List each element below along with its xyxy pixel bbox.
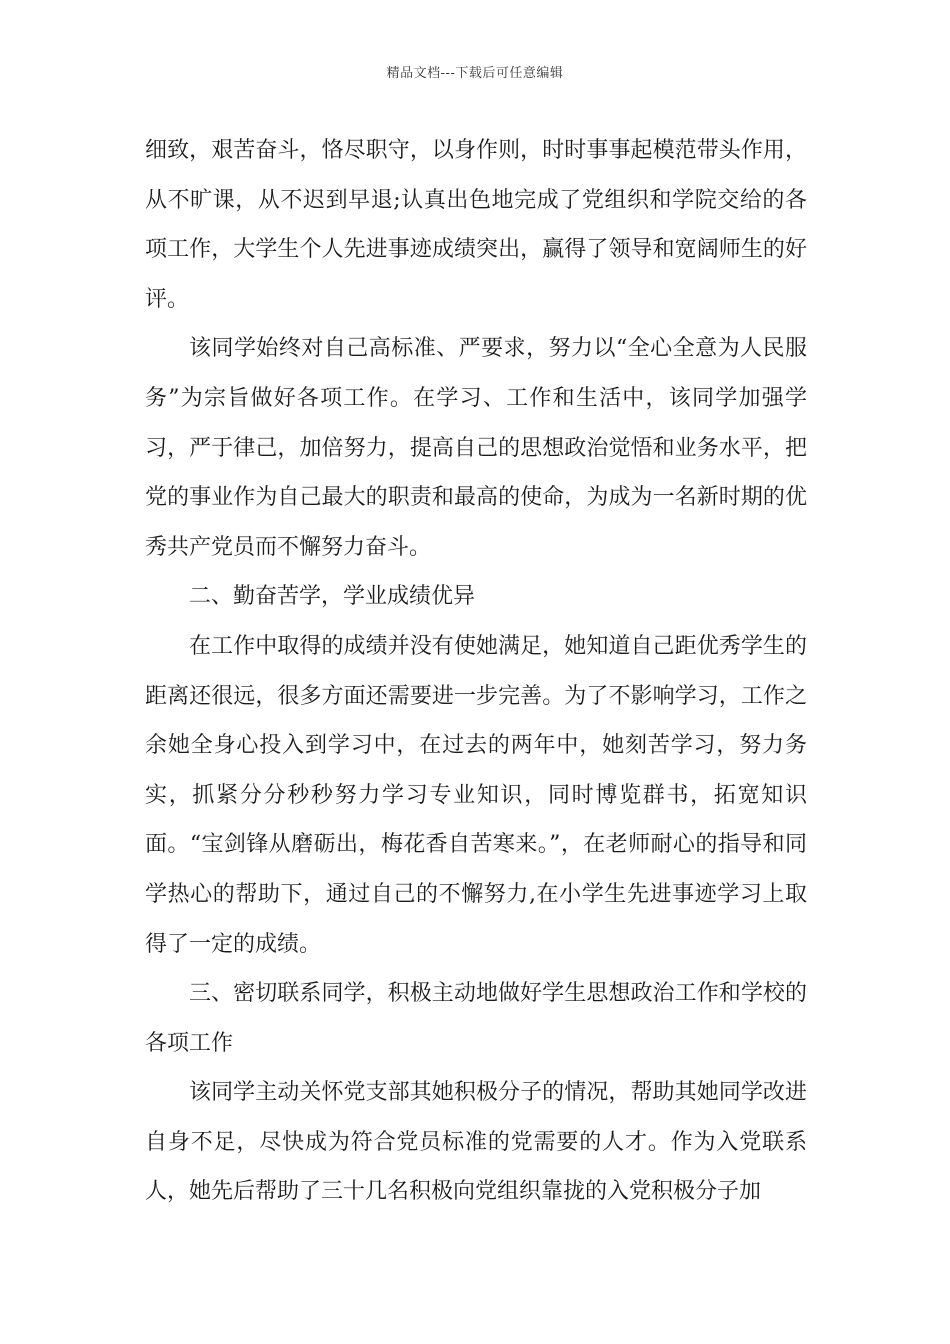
document-body [145,126,807,1217]
paragraph-self-discipline: 该同学始终对自己高标准、严要求，努力以“全心全意为人民服务”为宗旨做好各项工作。在学习、工作和生活中，该同学加强学习，严于律己，加倍努力，提高自己的思想政治觉悟和业务水平，把党的事业作为自己最大的职责和最高的使命，为成为一名新时期的优秀共产党员而不懈努力奋斗。 [145,336,807,560]
section-heading-study: 二、勤奋苦学，学业成绩优异 [189,584,476,610]
paragraph-contact: 该同学主动关怀党支部其她积极分子的情况，帮助其她同学改进自身不足，尽快成为符合党员标准的党需要的人才。作为入党联系人，她先后帮助了三十几名积极向党组织靠拢的入党积极分子加 [145,1080,807,1205]
page-header: 精品文档---下载后可任意编辑 [386,66,564,81]
paragraph-continuation: 细致，艰苦奋斗，恪尽职守，以身作则，时时事事起模范带头作用，从不旷课，从不迟到早退;认真出色地完成了党组织和学院交给的各项工作，大学生个人先进事迹成绩突出，赢得了领导和宽阔师生的好评。 [145,138,807,312]
section-heading-contact: 三、密切联系同学，积极主动地做好学生思想政治工作和学校的各项工作 [145,981,807,1056]
paragraph-study: 在工作中取得的成绩并没有使她满足，她知道自己距优秀学生的距离还很远，很多方面还需要进一步完善。为了不影响学习，工作之余她全身心投入到学习中，在过去的两年中，她刻苦学习，努力务实，抓紧分分秒秒努力学习专业知识，同时博览群书，拓宽知识面。“宝剑锋从磨砺出，梅花香自苦寒来。”，在老师耐心的指导和同学热心的帮助下，通过自己的不懈努力,在小学生先进事迹学习上取得了一定的成绩。 [145,633,807,957]
